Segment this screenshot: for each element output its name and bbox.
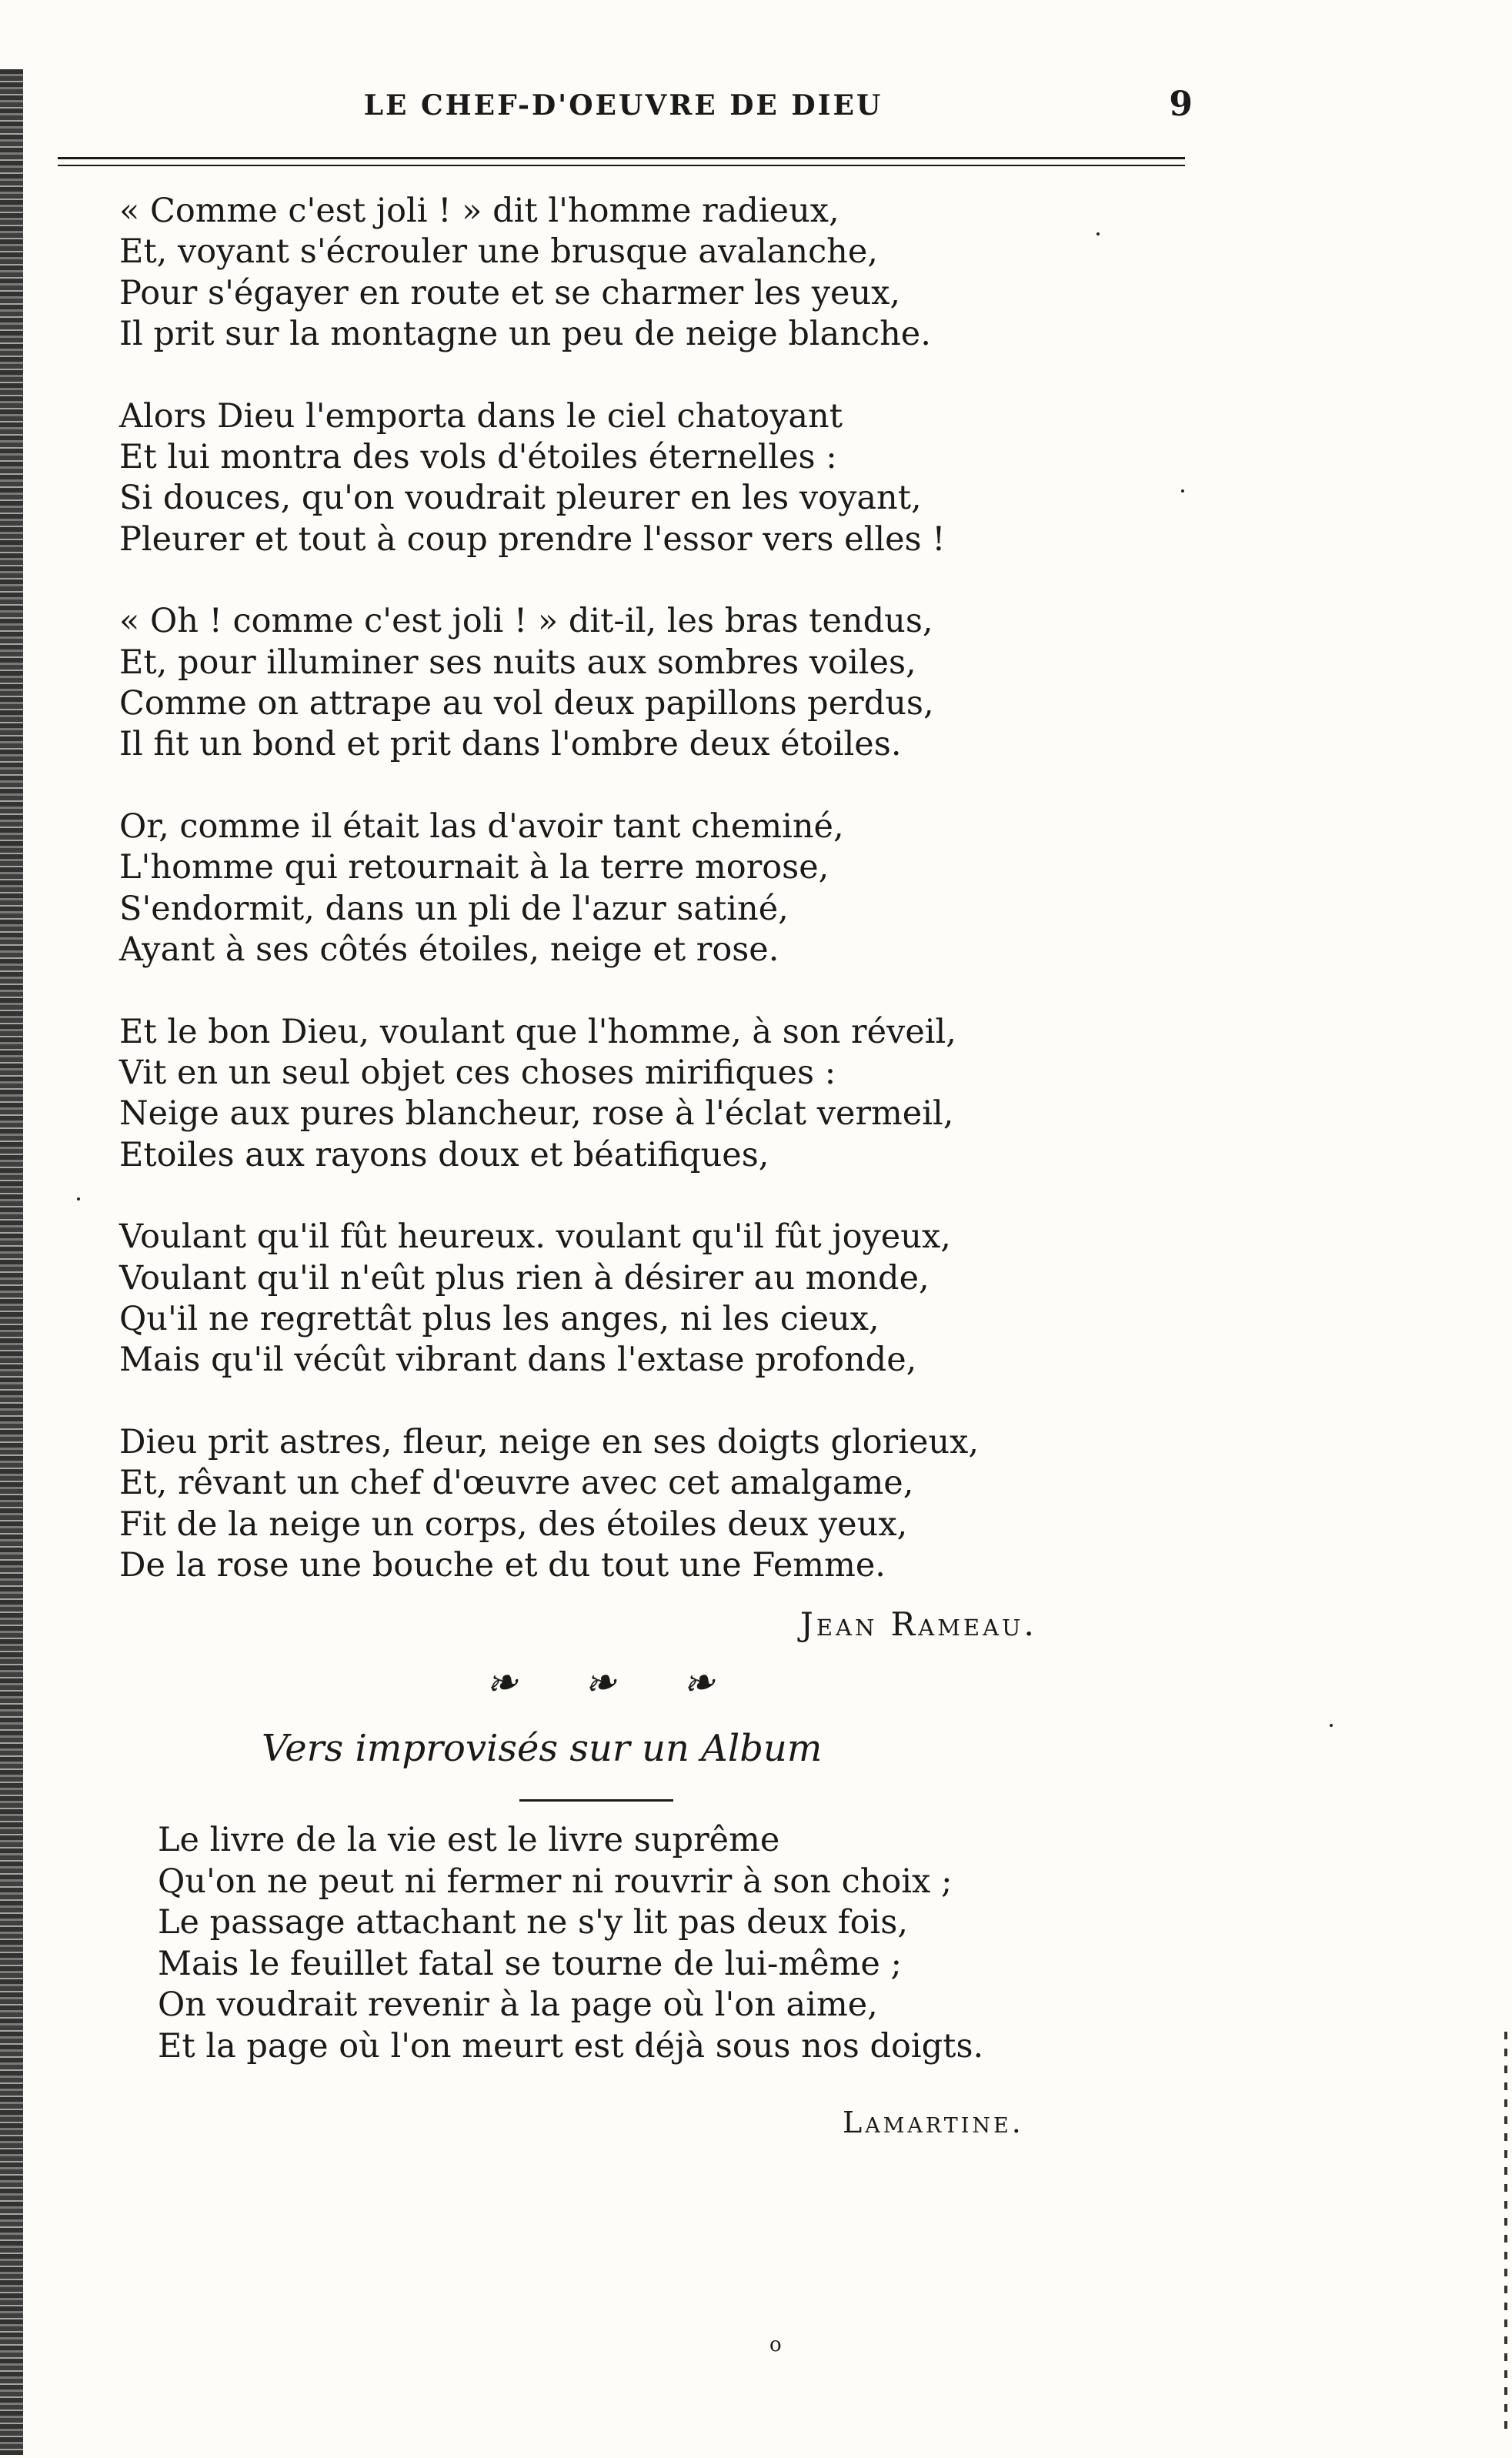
fleuron-icon: ❧ [678,1658,719,1710]
scan-binding-edge [0,69,23,2455]
verse-line: S'endormit, dans un pli de l'azur satiné, [119,889,789,928]
verse-line: Il fit un bond et prit dans l'ombre deux étoiles. [119,725,902,764]
ink-speck [1330,1724,1333,1727]
poem-chef-doeuvre [119,191,1043,1627]
verse-line: Dieu prit astres, fleur, neige en ses doigts glorieux, [119,1422,980,1461]
poem-album [158,1820,1043,2068]
author-signature: Jean Rameau. [800,1605,1037,1643]
verse-line: Ayant à ses côtés étoiles, neige et rose. [119,930,779,970]
verse-line: Fit de la neige un corps, des étoiles deux yeux, [119,1505,908,1544]
verse-line: Voulant qu'il n'eût plus rien à désirer au monde, [119,1258,930,1297]
verse-line: Pour s'égayer en route et se charmer les yeux, [119,273,901,312]
stanza [119,191,1043,356]
scan-right-edge [1504,2032,1507,2432]
verse-line: Neige aux pures blancheur, rose à l'éclat vermeil, [119,1094,954,1134]
stanza [119,601,1043,766]
verse-line: Et le bon Dieu, voulant que l'homme, à son réveil, [119,1012,956,1051]
verse-line: Le livre de la vie est le livre suprême [158,1821,780,1859]
verse-line: Alors Dieu l'emporta dans le ciel chatoyant [119,396,843,436]
verse-line: Et, pour illuminer ses nuits aux sombres voiles, [119,643,916,682]
verse-line: Si douces, qu'on voudrait pleurer en les voyant, [119,479,922,518]
verse-line: Mais le feuillet fatal se tourne de lui-même ; [158,1944,902,1983]
page-number: 9 [1169,85,1193,124]
stanza [119,807,1043,971]
stanza [119,1012,1043,1177]
verse-line: Qu'il ne regrettât plus les anges, ni les cieux, [119,1299,879,1338]
page-header [54,85,1193,139]
verse-line: On voudrait revenir à la page où l'on aime, [158,1985,878,2025]
verse-line: Mais qu'il vécût vibrant dans l'extase profonde, [119,1341,917,1380]
stanza [119,1217,1043,1381]
verse-line: Et, voyant s'écrouler une brusque avalanche, [119,232,878,272]
verse-line: Comme on attrape au vol deux papillons perdus, [119,684,934,723]
verse-line: Qu'on ne peut ni fermer ni rouvrir à son choix ; [158,1862,953,1901]
verse-line: Et lui montra des vols d'étoiles éternelles : [119,438,837,477]
ink-speck [1096,232,1100,235]
ink-speck [1181,489,1184,493]
fleuron-icon: ❧ [481,1658,522,1710]
stanza [119,396,1043,561]
verse-line: « Comme c'est joli ! » dit l'homme radieux, [119,192,839,230]
verse-line: De la rose une bouche et du tout une Femme. [119,1545,886,1585]
verse-line: Voulant qu'il fût heureux. voulant qu'il fût joyeux, [119,1217,951,1257]
verse-line: Et la page où l'on meurt est déjà sous nos doigts. [158,2026,984,2066]
verse-line: Etoiles aux rayons doux et béatifiques, [119,1135,769,1174]
verse-line: Or, comme il était las d'avoir tant cheminé, [119,807,844,846]
verse-line: « Oh ! comme c'est joli ! » dit-il, les bras tendus, [119,602,933,641]
verse-line: Il prit sur la montagne un peu de neige blanche. [119,315,931,354]
verse-line: Et, rêvant un chef d'œuvre avec cet amalgame, [119,1464,914,1503]
poem-title: Vers improvisés sur un Album [262,1727,823,1770]
header-rule-thick [58,157,1185,159]
verse-line: Vit en un seul objet ces choses mirifiques : [119,1053,836,1092]
fleuron-icon: ❧ [579,1658,621,1710]
ink-speck [77,1197,80,1201]
footer-mark: o [769,2333,782,2356]
verse-line: L'homme qui retournait à la terre morose, [119,848,829,887]
stanza [119,1422,1043,1587]
header-rule-thin [58,165,1185,166]
verse-line: Le passage attachant ne s'y lit pas deux fois, [158,1903,909,1942]
section-ornaments [481,1658,719,1710]
running-title: LE CHEF-D'OEUVRE DE DIEU [363,89,883,122]
verse-line: Pleurer et tout à coup prendre l'essor vers elles ! [119,519,946,559]
title-rule [519,1799,673,1802]
author-signature: Lamartine. [843,2106,1024,2139]
